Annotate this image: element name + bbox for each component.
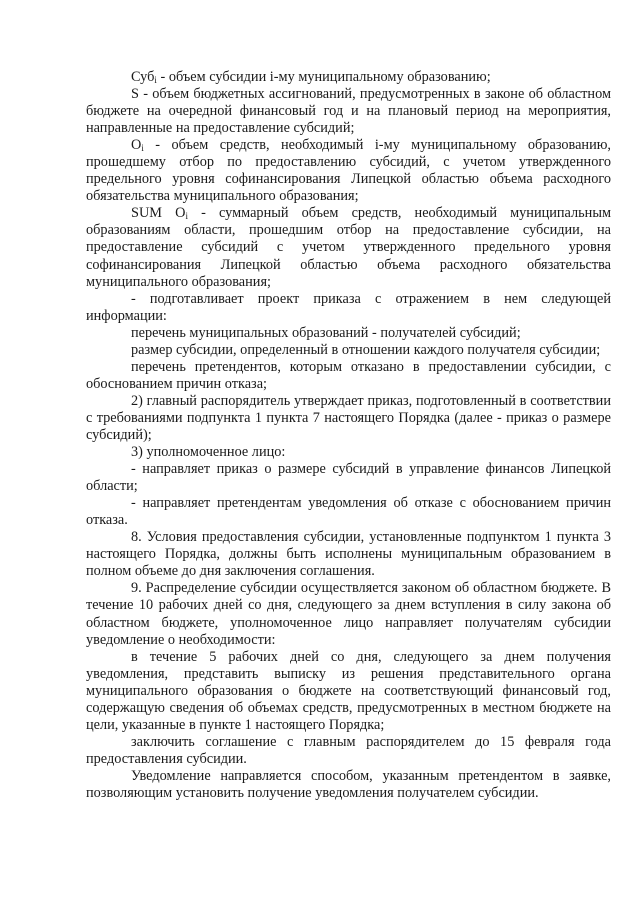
paragraph-text: 8. Условия предоставления субсидии, установленные подпунктом 1 пункта 3 настоящего Порядка, должны быть исполнены муниципальным образованием в полном объеме до дня заключения соглашения. — [86, 529, 611, 580]
paragraph-text: - суммарный объем средств, необходимый муниципальным образованиям области, прошедшим отбор на предоставление субсидии, на предоставление субсидий с учетом утвержденного предельного уровня софинансирования Липецкой областью объема расходного обязательства муниципального образования; — [86, 205, 611, 290]
paragraph — [86, 580, 611, 648]
paragraph — [86, 495, 611, 529]
paragraph-text: - объем бюджетных ассигнований, предусмотренных в законе об областном бюджете на очередной финансовый год и на плановый период на мероприятия, направленные на предоставление субсидий; — [86, 86, 611, 137]
paragraph-subscript: i — [154, 75, 157, 85]
paragraph — [86, 734, 611, 768]
paragraph-text: перечень муниципальных образований - получателей субсидий; — [131, 324, 521, 341]
paragraph-text: - объем субсидии i-му муниципальному образованию; — [156, 69, 491, 85]
paragraph-text: 9. Распределение субсидии осуществляется законом об областном бюджете. В течение 10 рабочих дней со дня, следующего за днем вступления в силу закона об областном бюджете, уполномоченное лицо направляет получателям субсидии уведомление о необходимости: — [86, 580, 611, 648]
paragraph — [86, 359, 611, 393]
paragraph-text: Уведомление направляется способом, указанным претендентом в заявке, позволяющим установить получение уведомления получателем субсидии. — [86, 767, 611, 801]
paragraph-text: размер субсидии, определенный в отношении каждого получателя субсидии; — [131, 341, 601, 358]
paragraph-text: - направляет претендентам уведомления об отказе с обоснованием причин отказа. — [86, 495, 611, 529]
paragraph — [86, 291, 611, 325]
paragraph — [86, 529, 611, 580]
paragraph-text: перечень претендентов, которым отказано в предоставлении субсидии, с обоснованием причин отказа; — [86, 358, 611, 392]
paragraph — [86, 325, 611, 342]
paragraph — [86, 768, 611, 802]
paragraph — [86, 205, 611, 290]
paragraph — [86, 137, 611, 205]
paragraph-term: SUM O — [131, 205, 186, 222]
paragraph-term: S — [131, 86, 139, 103]
paragraph-text: в течение 5 рабочих дней со дня, следующего за днем получения уведомления, представить выписку из решения представительного органа муниципального образования о бюджете на соответствующий финансовый год, содержащую сведения об объемах средств, предусмотренных в местном бюджете на цели, указанные в пункте 1 настоящего Порядка; — [86, 648, 611, 733]
paragraph-text: заключить соглашение с главным распорядителем до 15 февраля года предоставления субсидии. — [86, 733, 611, 767]
paragraph — [86, 444, 611, 461]
paragraph — [86, 86, 611, 137]
paragraph-subscript: i — [185, 211, 188, 222]
paragraph — [86, 69, 611, 86]
paragraph-subscript: i — [141, 143, 144, 154]
paragraph — [86, 461, 611, 495]
paragraph-term: Суб — [131, 69, 155, 85]
paragraph-text: - объем средств, необходимый i-му муниципальному образованию, прошедшему отбор по предоставлению субсидий, с учетом утвержденного предельного уровня софинансирования Липецкой областью объема расходного обязательства муниципального образования; — [86, 137, 611, 205]
paragraph-text: 3) уполномоченное лицо: — [131, 444, 286, 461]
paragraph-term: O — [131, 137, 142, 154]
paragraph — [86, 649, 611, 734]
document-body — [86, 69, 611, 802]
paragraph — [86, 393, 611, 444]
paragraph-text: 2) главный распорядитель утверждает приказ, подготовленный в соответствии с требованиями подпункта 1 пункта 7 настоящего Порядка (далее - приказ о размере субсидий); — [86, 392, 611, 443]
paragraph — [86, 342, 611, 359]
paragraph-text: - подготавливает проект приказа с отражением в нем следующей информации: — [86, 290, 611, 324]
paragraph-text: - направляет приказ о размере субсидий в управление финансов Липецкой области; — [86, 461, 611, 495]
